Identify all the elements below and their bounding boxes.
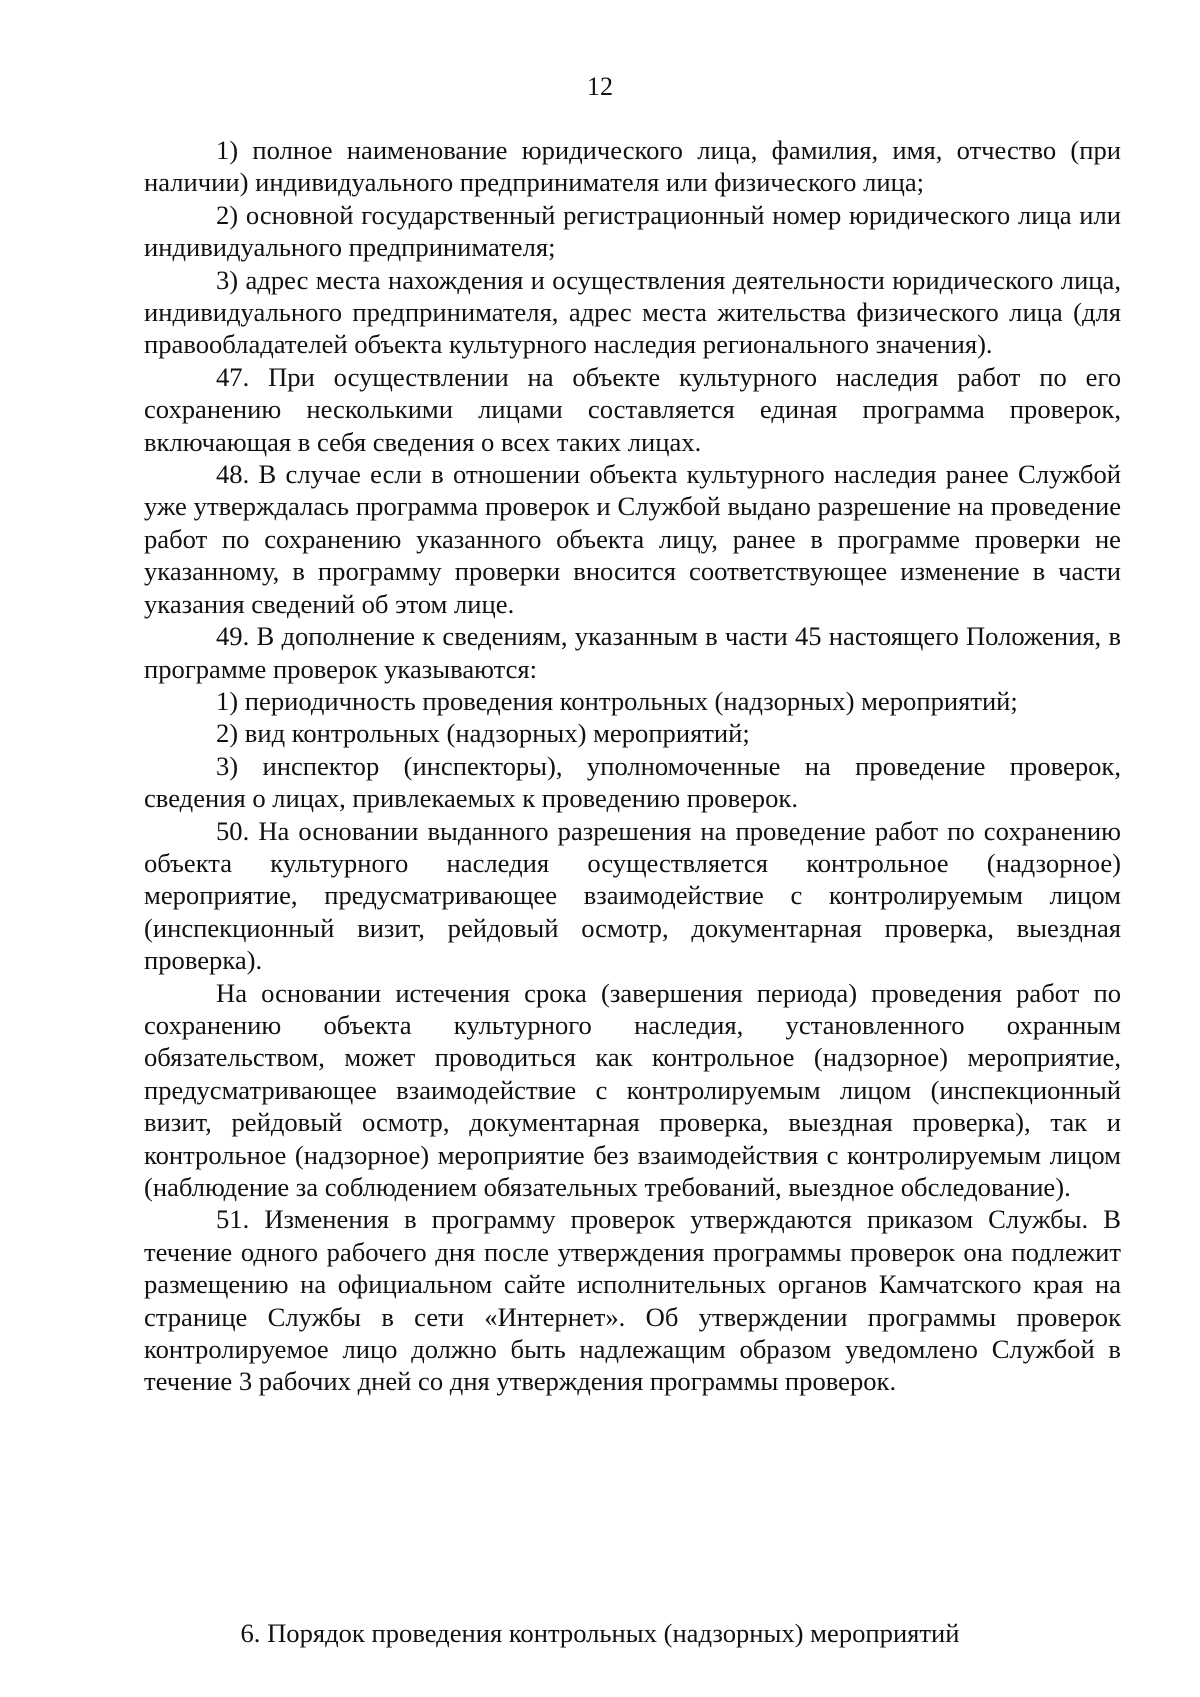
paragraph-clause-47: 47. При осуществлении на объекте культурного наследия работ по его сохранению несколькими лицами составляется единая программа проверок, включающая в себя сведения о всех таких лицах. xyxy=(144,361,1121,457)
paragraph-item-2-event-type: 2) вид контрольных (надзорных) мероприятий; xyxy=(216,718,750,749)
document-body xyxy=(144,134,1121,1398)
paragraph-item-2-registration-number: 2) основной государственный регистрационный номер юридического лица или индивидуального предпринимателя; xyxy=(144,199,1121,263)
section-heading: 6. Порядок проведения контрольных (надзорных) мероприятий xyxy=(240,1618,960,1648)
paragraph-clause-49: 49. В дополнение к сведениям, указанным в части 45 настоящего Положения, в программе проверок указываются: xyxy=(144,621,1121,684)
paragraph-clause-50-continuation: На основании истечения срока (завершения периода) проведения работ по сохранению объекта культурного наследия, установленного охранным обязательством, может проводиться как контрольное (надзорное) мероприятие, предусматривающее взаимодействие с контролируемым лицом (инспекционный визит, рейдовый осмотр, документарная проверка, выездная проверка), так и контрольное (надзорное) мероприятие без взаимодействия с контролируемым лицом (наблюдение за соблюдением обязательных требований, выездное обследование). xyxy=(144,977,1121,1202)
paragraph-clause-51: 51. Изменения в программу проверок утверждаются приказом Службы. В течение одного рабочего дня после утверждения программы проверок она подлежит размещению на официальном сайте исполнительных органов Камчатского края на странице Службы в сети «Интернет». Об утверждении программы проверок контролируемое лицо должно быть надлежащим образом уведомлено Службой в течение 3 рабочих дней со дня утверждения программы проверок. xyxy=(144,1204,1121,1397)
paragraph-item-3-address: 3) адрес места нахождения и осуществления деятельности юридического лица, индивидуального предпринимателя, адрес места жительства физического лица (для правообладателей объекта культурного наследия регионального значения). xyxy=(144,264,1121,360)
paragraph-clause-50: 50. На основании выданного разрешения на проведение работ по сохранению объекта культурного наследия осуществляется контрольное (надзорное) мероприятие, предусматривающее взаимодействие с контролируемым лицом (инспекционный визит, рейдовый осмотр, документарная проверка, выездная проверка). xyxy=(144,815,1121,976)
paragraph-clause-48: 48. В случае если в отношении объекта культурного наследия ранее Службой уже утверждалась программа проверок и Службой выдано разрешение на проведение работ по сохранению указанного объекта лицу, ранее в программе проверки не указанному, в программу проверки вносится соответствующее изменение в части указания сведений об этом лице. xyxy=(144,459,1121,619)
paragraph-item-1-periodicity: 1) периодичность проведения контрольных (надзорных) мероприятий; xyxy=(216,685,1018,716)
paragraph-item-3-inspectors: 3) инспектор (инспекторы), уполномоченные на проведение проверок, сведения о лицах, привлекаемых к проведению проверок. xyxy=(144,750,1121,814)
page-number: 12 xyxy=(587,72,613,101)
paragraph-item-1-legal-name: 1) полное наименование юридического лица, фамилия, имя, отчество (при наличии) индивидуального предпринимателя или физического лица; xyxy=(144,135,1121,198)
